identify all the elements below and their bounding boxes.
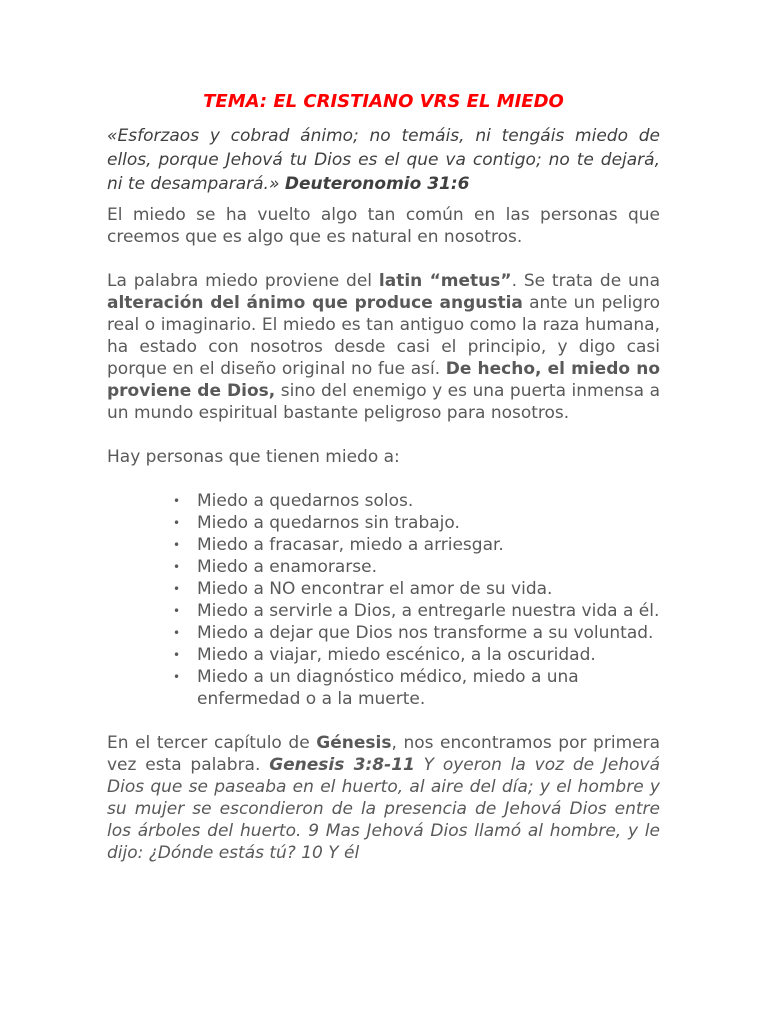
list-item: • Miedo a viajar, miedo escénico, a la oscuridad.: [197, 644, 660, 666]
verse-reference: Genesis 3:8-11: [269, 755, 415, 775]
opening-verse: [107, 124, 660, 196]
text-run: La palabra miedo proviene del: [107, 271, 379, 291]
text-run: En el tercer capítulo de: [107, 733, 317, 753]
bold-run: Génesis: [316, 733, 392, 753]
text-run: , nos encontramos por primera vez esta palabra.: [107, 733, 660, 775]
list-item: • Miedo a un diagnóstico médico, miedo a una enfermedad o a la muerte.: [197, 666, 660, 710]
text-run: ante un peligro real o imaginario. El miedo es tan antiguo como la raza humana, ha estado con nosotros desde casi el principio, y digo casi porque en el diseño original no fue así.: [107, 293, 660, 379]
paragraph-genesis: [107, 732, 660, 864]
fears-list: [107, 490, 660, 710]
paragraph-definition: [107, 270, 660, 424]
list-item: • Miedo a quedarnos solos.: [197, 490, 660, 512]
list-item: • Miedo a servirle a Dios, a entregarle nuestra vida a él.: [197, 600, 660, 622]
verse-text: «Esforzaos y cobrad ánimo; no temáis, ni tengáis miedo de ellos, porque Jehová tu Dios es el que va contigo; no te dejará, ni te desamparará.»: [107, 126, 660, 194]
list-item: • Miedo a quedarnos sin trabajo.: [197, 512, 660, 534]
list-item: • Miedo a dejar que Dios nos transforme a su voluntad.: [197, 622, 660, 644]
list-item: • Miedo a NO encontrar el amor de su vida.: [197, 578, 660, 600]
list-intro: Hay personas que tienen miedo a:: [107, 447, 400, 467]
list-item: • Miedo a fracasar, miedo a arriesgar.: [197, 534, 660, 556]
bold-run: De hecho, el miedo no proviene de Dios,: [107, 359, 660, 401]
document-title: TEMA: EL CRISTIANO VRS EL MIEDO: [203, 91, 564, 112]
verse-reference: Deuteronomio 31:6: [284, 174, 470, 194]
bold-run: alteración del ánimo que produce angustia: [107, 293, 523, 313]
list-item: • Miedo a enamorarse.: [197, 556, 660, 578]
verse-text: Y oyeron la voz de Jehová Dios que se paseaba en el huerto, al aire del día; y el hombre y su mujer se escondieron de la presencia de Jehová Dios entre los árboles del huerto. 9 Mas Jehová Dios llamó al hombre, y le dijo: ¿Dónde estás tú? 10 Y él: [107, 755, 660, 863]
paragraph-intro: El miedo se ha vuelto algo tan común en las personas que creemos que es algo que es natural en nosotros.: [107, 205, 660, 247]
text-run: . Se trata de una: [511, 271, 660, 291]
bold-run: latin “metus”: [378, 271, 512, 291]
text-run: sino del enemigo y es una puerta inmensa a un mundo espiritual bastante peligroso para nosotros.: [107, 381, 660, 423]
